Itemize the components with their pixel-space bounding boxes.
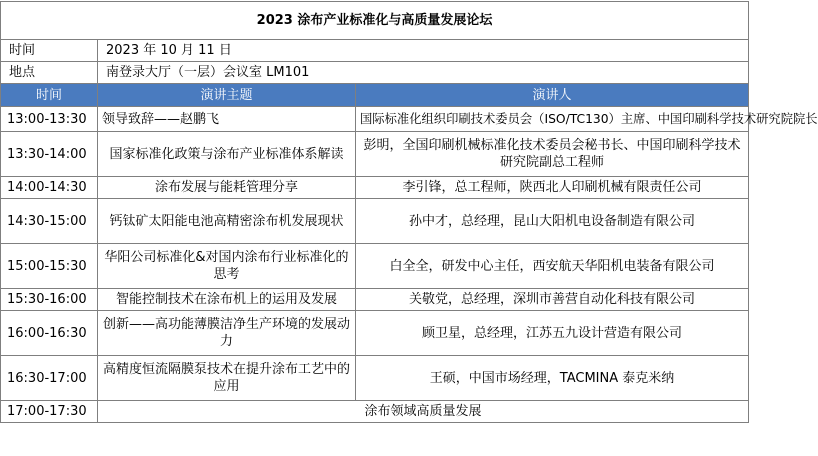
row-time: 15:30-16:00	[1, 289, 98, 311]
forum-title: 2023 涂布产业标准化与高质量发展论坛	[1, 2, 749, 40]
row-time: 14:30-15:00	[1, 199, 98, 244]
row-time: 13:00-13:30	[1, 107, 98, 132]
table-row	[1, 401, 749, 423]
row-time: 15:00-15:30	[1, 244, 98, 289]
date-label: 时间	[1, 40, 98, 62]
table-row	[1, 199, 749, 244]
row-topic: 创新——高功能薄膜洁净生产环境的发展动力	[98, 311, 356, 356]
row-topic: 涂布领域高质量发展	[98, 401, 749, 423]
row-speaker: 顾卫星，总经理，江苏五九设计营造有限公司	[356, 311, 749, 356]
table-row	[1, 289, 749, 311]
row-speaker: 李引锋，总工程师，陕西北人印刷机械有限责任公司	[356, 177, 749, 199]
row-topic: 华阳公司标准化&对国内涂布行业标准化的思考	[98, 244, 356, 289]
row-time: 13:30-14:00	[1, 132, 98, 177]
row-time: 17:00-17:30	[1, 401, 98, 423]
date-value: 2023 年 10 月 11 日	[98, 40, 749, 62]
table-row	[1, 244, 749, 289]
row-time: 16:30-17:00	[1, 356, 98, 401]
info-row-date	[1, 40, 749, 62]
row-speaker: 王硕，中国市场经理，TACMINA 泰克米纳	[356, 356, 749, 401]
table-row	[1, 177, 749, 199]
row-topic: 领导致辞——赵鹏飞	[98, 107, 356, 132]
table-row	[1, 107, 749, 132]
row-time: 14:00-14:30	[1, 177, 98, 199]
table-row	[1, 132, 749, 177]
title-row	[1, 2, 749, 40]
header-speaker: 演讲人	[356, 84, 749, 107]
table-row	[1, 356, 749, 401]
row-topic: 智能控制技术在涂布机上的运用及发展	[98, 289, 356, 311]
venue-label: 地点	[1, 62, 98, 84]
header-row	[1, 84, 749, 107]
row-time: 16:00-16:30	[1, 311, 98, 356]
row-speaker: 白全全，研发中心主任，西安航天华阳机电装备有限公司	[356, 244, 749, 289]
row-topic: 钙钛矿太阳能电池高精密涂布机发展现状	[98, 199, 356, 244]
row-topic: 国家标准化政策与涂布产业标准体系解读	[98, 132, 356, 177]
row-speaker: 国际标准化组织印刷技术委员会（ISO/TC130）主席、中国印刷科学技术研究院院长	[356, 107, 749, 132]
row-speaker: 孙中才，总经理，昆山大阳机电设备制造有限公司	[356, 199, 749, 244]
row-topic: 高精度恒流隔膜泵技术在提升涂布工艺中的应用	[98, 356, 356, 401]
table-row	[1, 311, 749, 356]
info-row-venue	[1, 62, 749, 84]
venue-value: 南登录大厅（一层）会议室 LM101	[98, 62, 749, 84]
agenda-table	[0, 1, 818, 423]
row-speaker: 关敬党，总经理，深圳市善营自动化科技有限公司	[356, 289, 749, 311]
row-speaker: 彭明，全国印刷机械标准化技术委员会秘书长、中国印刷科学技术研究院副总工程师	[356, 132, 749, 177]
row-topic: 涂布发展与能耗管理分享	[98, 177, 356, 199]
header-time: 时间	[1, 84, 98, 107]
header-topic: 演讲主题	[98, 84, 356, 107]
